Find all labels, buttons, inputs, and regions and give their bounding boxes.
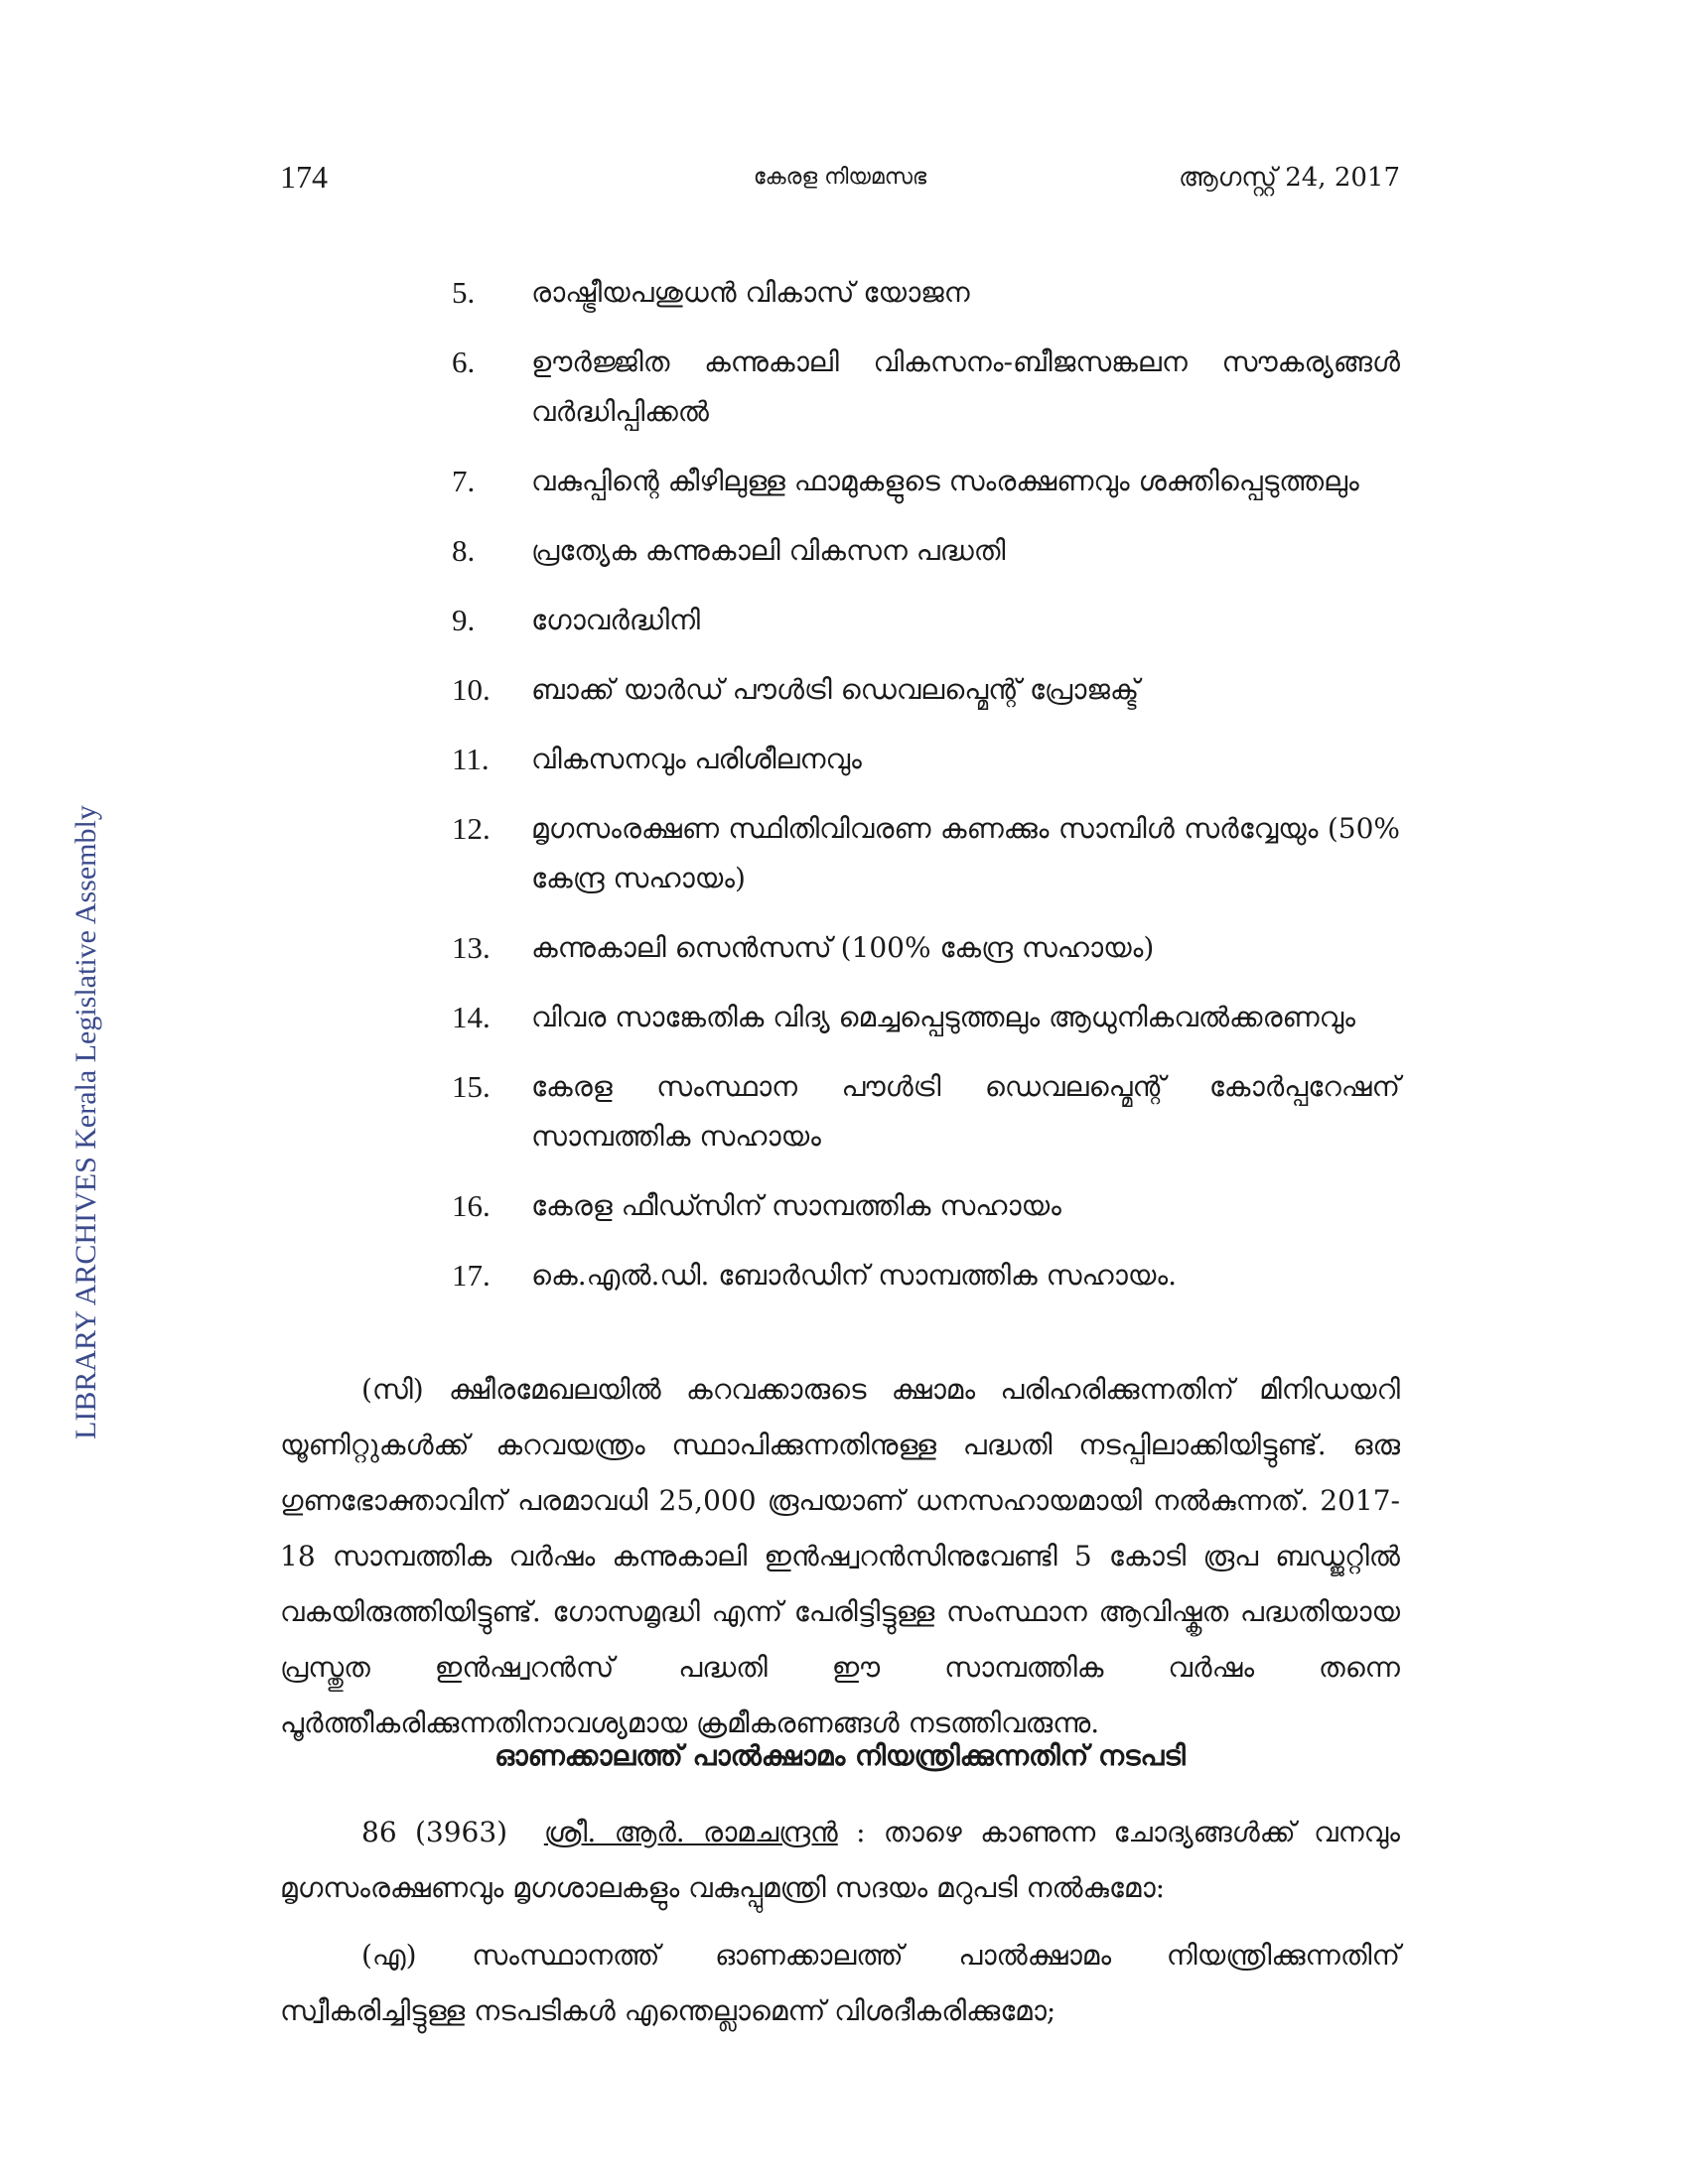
question-number: 86 (3963) [361,1816,508,1848]
list-item-text: പ്രത്യേക കന്നുകാലി വികസന പദ്ധതി [531,534,1006,567]
question-paragraph [280,1805,1400,1916]
list-item-text: രാഷ്ട്രീയപശുധൻ വികാസ് യോജന [531,276,970,309]
question-member: ശ്രീ. ആർ. രാമചന്ദ്രൻ [543,1816,838,1848]
list-item-text: ഗോവർദ്ധിനി [531,604,700,636]
list-item-number: 7. [452,464,476,498]
list-item-text: വിവര സാങ്കേതിക വിദ്യ മെച്ചപ്പെടുത്തലും ആധുനികവൽക്കരണവും [531,1001,1355,1033]
list-item-text: വകുപ്പിന്റെ കീഴിലുള്ള ഫാമുകളുടെ സംരക്ഷണവും ശക്തിപ്പെടുത്തലും [531,465,1359,497]
paragraph-a-text: (എ) സംസ്ഥാനത്ത് ഓണക്കാലത്ത് പാൽക്ഷാമം നിയന്ത്രിക്കുന്നതിന് സ്വീകരിച്ചിട്ടുള്ള നടപടികൾ എന്തെല്ലാമെന്ന് വിശദീകരിക്കുമോ; [280,1939,1400,2027]
list-item [452,457,1400,506]
page-number: 174 [280,159,328,195]
list-item-number: 12. [452,811,491,846]
list-item-text: കന്നുകാലി സെൻസസ് (100% കേന്ദ്ര സഹായം) [531,931,1155,964]
list-item [452,526,1400,576]
paragraph-a [280,1928,1400,2039]
list-item-number: 11. [452,742,490,776]
archive-watermark: LIBRARY ARCHIVES Kerala Legislative Assembly [70,805,102,1439]
list-item-number: 5. [452,275,476,310]
list-item-text: കെ.എൽ.ഡി. ബോർഡിന് സാമ്പത്തിക സഹായം. [531,1259,1177,1292]
page-header [280,159,1400,199]
question-text: : താഴെ കാണുന്ന ചോദ്യങ്ങൾക്ക് വനവും മൃഗസംരക്ഷണവും മൃഗശാലകളും വകുപ്പുമന്ത്രി സദയം മറുപടി നൽകുമോ: [280,1816,1400,1904]
list-item [452,596,1400,645]
list-item-text: വികസനവും പരിശീലനവും [531,743,862,775]
list-item-text: ബാക്ക് യാർഡ് പൗൾട്രി ഡെവലപ്മെന്റ് പ്രോജക്ട് [531,673,1140,706]
list-item-text: മൃഗസംരക്ഷണ സ്ഥിതിവിവരണ കണക്കും സാമ്പിൾ സർവ്വേയും (50% കേന്ദ്ര സഹായം) [531,812,1400,894]
list-item [452,1062,1400,1161]
list-item [452,923,1400,973]
list-item-text: കേരള സംസ്ഥാന പൗൾട്രി ഡെവലപ്മെന്റ് കോർപ്പറേഷന് സാമ്പത്തിക സഹായം [531,1070,1400,1153]
list-item [452,735,1400,784]
list-item [452,665,1400,715]
list-item-number: 10. [452,672,491,707]
list-item-number: 9. [452,603,476,637]
list-item [452,993,1400,1042]
list-item-number: 15. [452,1069,491,1104]
list-item-text: കേരള ഫീഡ്സിന് സാമ്പത്തിക സഹായം [531,1189,1061,1222]
paragraph-c-text: (സി) ക്ഷീരമേഖലയിൽ കറവക്കാരുടെ ക്ഷാമം പരിഹരിക്കുന്നതിന് മിനിഡയറി യൂണിറ്റുകൾക്ക് കറവയന്ത്രം സ്ഥാപിക്കുന്നതിനുള്ള പദ്ധതി നടപ്പിലാക്കിയിട്ടുണ്ട്. ഒരു ഗുണഭോക്താവിന് പരമാവധി 25,000 രൂപയാണ് ധനസഹായമായി നൽകുന്നത്. 2017-18 സാമ്പത്തിക വർഷം കന്നുകാലി ഇൻഷ്വറൻസിനുവേണ്ടി 5 കോടി രൂപ ബഡ്ജറ്റിൽ വകയിരുത്തിയിട്ടുണ്ട്. ഗോസമൃദ്ധി എന്ന് പേരിട്ടിട്ടുള്ള സംസ്ഥാന ആവിഷ്കൃത പദ്ധതിയായ പ്രസ്തുത ഇൻഷ്വറൻസ് പദ്ധതി ഈ സാമ്പത്തിക വർഷം തന്നെ പൂർത്തീകരിക്കുന്നതിനാവശ്യമായ ക്രമീകരണങ്ങൾ നടത്തിവരുന്നു. [280,1373,1400,1739]
list-item-number: 6. [452,344,476,379]
section-heading: ഓണക്കാലത്ത് പാൽക്ഷാമം നിയന്ത്രിക്കുന്നതിന് നടപടി [494,1739,1186,1772]
list-item-number: 14. [452,1000,491,1034]
list-item-number: 16. [452,1188,491,1223]
list-item-number: 8. [452,533,476,568]
list-item [452,338,1400,437]
list-item [452,804,1400,903]
header-title: കേരള നിയമസഭ [753,165,927,190]
list-item [452,1251,1400,1300]
list-item [452,1181,1400,1231]
list-item-number: 17. [452,1258,491,1293]
list-item-text: ഊർജ്ജിത കന്നുകാലി വികസനം-ബീജസങ്കലന സൗകര്യങ്ങൾ വർദ്ധിപ്പിക്കൽ [531,345,1400,428]
list-item-number: 13. [452,930,491,965]
scheme-list [452,268,1400,1320]
paragraph-c [280,1362,1400,1751]
header-date: ആഗസ്റ്റ് 24, 2017 [1179,163,1400,193]
list-item [452,268,1400,318]
